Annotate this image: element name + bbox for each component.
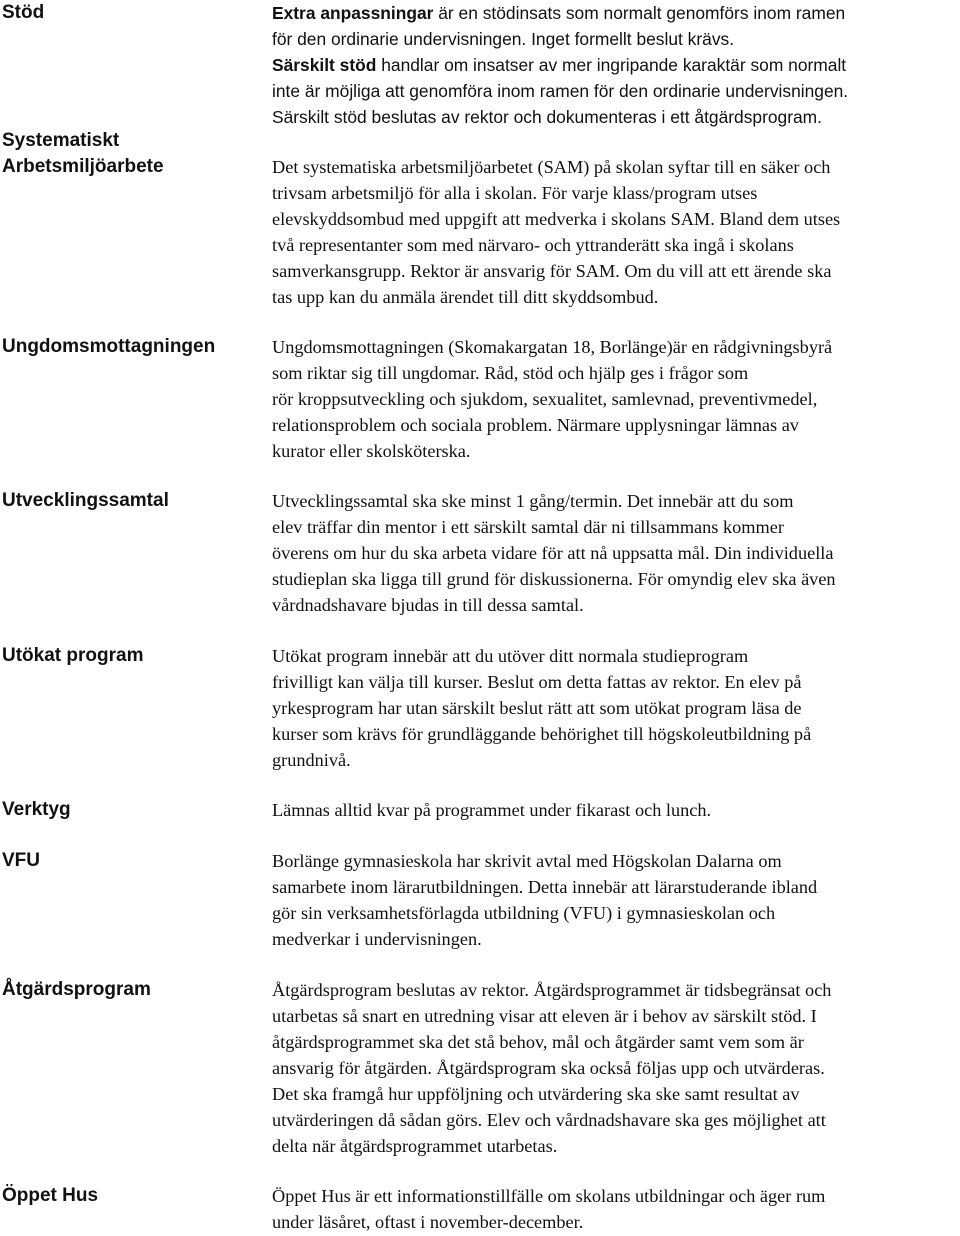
- definition-line: tas upp kan du anmäla ärendet till ditt skyddsombud.: [272, 287, 659, 307]
- definition-line: studieplan ska ligga till grund för diskussionerna. För omyndig elev ska även: [272, 569, 836, 589]
- definition-atgardsprogram: [272, 977, 960, 1159]
- definition-line: Utvecklingssamtal ska ske minst 1 gång/termin. Det innebär att du som: [272, 491, 794, 511]
- definition-ungdomsmottagningen: [272, 334, 960, 464]
- term-sam: [2, 128, 252, 180]
- definition-line: utvärderingen då sådan görs. Elev och vårdnadshavare ska ges möjlighet att: [272, 1110, 826, 1130]
- definition-line: Utökat program innebär att du utöver ditt normala studieprogram: [272, 646, 749, 666]
- definition-line: Det ska framgå hur uppföljning och utvärdering ska ske samt resultat av: [272, 1084, 800, 1104]
- definition-line: relationsproblem och sociala problem. Närmare upplysningar lämnas av: [272, 415, 799, 435]
- definition-line: utarbetas så snart en utredning visar att eleven är i behov av särskilt stöd. I: [272, 1006, 817, 1026]
- definition-line: grundnivå.: [272, 750, 351, 770]
- definition-line: medverkar i undervisningen.: [272, 929, 482, 949]
- definition-line: rör kroppsutveckling och sjukdom, sexualitet, samlevnad, preventivmedel,: [272, 389, 818, 409]
- definition-line: överens om hur du ska arbeta vidare för att nå uppsatta mål. Din individuella: [272, 543, 834, 563]
- definition-line: inte är möjliga att genomföra inom ramen för den ordinarie undervisningen.: [272, 81, 849, 101]
- term-atgardsprogram: Åtgärdsprogram: [2, 979, 151, 1000]
- definition-line: yrkesprogram har utan särskilt beslut rätt att som utökat program läsa de: [272, 698, 802, 718]
- term-line: Systematiskt: [2, 130, 120, 151]
- definition-line: åtgärdsprogrammet ska det stå behov, mål och åtgärder samt vem som är: [272, 1032, 804, 1052]
- definition-utvecklingssamtal: [272, 488, 960, 618]
- term-stod: Stöd: [2, 2, 45, 23]
- definition-line: ansvarig för åtgärden. Åtgärdsprogram ska också följas upp och utvärderas.: [272, 1058, 825, 1078]
- definition-verktyg: [272, 797, 960, 823]
- definition-oppet-hus: [272, 1183, 960, 1235]
- definition-sam: [272, 154, 960, 310]
- definition-line: trivsam arbetsmiljö för alla i skolan. För varje klass/program utses: [272, 183, 758, 203]
- definition-line: kurser som krävs för grundläggande behörighet till högskoleutbildning på: [272, 724, 812, 744]
- term-utokat-program: Utökat program: [2, 645, 144, 666]
- definition-line: Borlänge gymnasieskola har skrivit avtal med Högskolan Dalarna om: [272, 851, 782, 871]
- definition-line: delta när åtgärdsprogrammet utarbetas.: [272, 1136, 558, 1156]
- term-vfu: VFU: [2, 850, 40, 871]
- definition-line: gör sin verksamhetsförlagda utbildning (VFU) i gymnasieskolan och: [272, 903, 776, 923]
- definition-line: två representanter som med närvaro- och yttranderätt ska ingå i skolans: [272, 235, 794, 255]
- definition-line: elev träffar din mentor i ett särskilt samtal där ni tillsammans kommer: [272, 517, 784, 537]
- definition-line: Åtgärdsprogram beslutas av rektor. Åtgärdsprogrammet är tidsbegränsat och: [272, 980, 832, 1000]
- definition-line: under läsåret, oftast i november-december.: [272, 1212, 584, 1232]
- term-verktyg: Verktyg: [2, 799, 71, 820]
- definition-line: Särskilt stöd handlar om insatser av mer ingripande karaktär som normalt: [272, 55, 847, 75]
- definition-line: Det systematiska arbetsmiljöarbetet (SAM) på skolan syftar till en säker och: [272, 157, 831, 177]
- definition-line: kurator eller skolsköterska.: [272, 441, 471, 461]
- definition-line: samarbete inom lärarutbildningen. Detta innebär att lärarstuderande ibland: [272, 877, 818, 897]
- definition-line: som riktar sig till ungdomar. Råd, stöd och hjälp ges i frågor som: [272, 363, 749, 383]
- bold-term: Särskilt stöd: [272, 55, 377, 75]
- definition-utokat-program: [272, 643, 960, 773]
- definition-line: Lämnas alltid kvar på programmet under fikarast och lunch.: [272, 800, 712, 820]
- definition-line: Särskilt stöd beslutas av rektor och dokumenteras i ett åtgärdsprogram.: [272, 107, 822, 127]
- term-oppet-hus: Öppet Hus: [2, 1185, 99, 1206]
- definition-line: Extra anpassningar är en stödinsats som normalt genomförs inom ramen: [272, 3, 846, 23]
- definition-line: Öppet Hus är ett informationstillfälle om skolans utbildningar och äger rum: [272, 1186, 826, 1206]
- bold-term: Extra anpassningar: [272, 3, 434, 23]
- definition-line: frivilligt kan välja till kurser. Beslut om detta fattas av rektor. En elev på: [272, 672, 802, 692]
- definition-vfu: [272, 848, 960, 952]
- definition-line: samverkansgrupp. Rektor är ansvarig för SAM. Om du vill att ett ärende ska: [272, 261, 832, 281]
- term-ungdomsmottagningen: Ungdomsmottagningen: [2, 336, 216, 357]
- definition-line: Ungdomsmottagningen (Skomakargatan 18, Borlänge)är en rådgivningsbyrå: [272, 337, 833, 357]
- definition-line: elevskyddsombud med uppgift att medverka i skolans SAM. Bland dem utses: [272, 209, 841, 229]
- definition-stod: [272, 0, 960, 130]
- definition-line: för den ordinarie undervisningen. Inget formellt beslut krävs.: [272, 29, 735, 49]
- term-line: Arbetsmiljöarbete: [2, 156, 164, 177]
- term-utvecklingssamtal: Utvecklingssamtal: [2, 490, 169, 511]
- definition-line: vårdnadshavare bjudas in till dessa samtal.: [272, 595, 584, 615]
